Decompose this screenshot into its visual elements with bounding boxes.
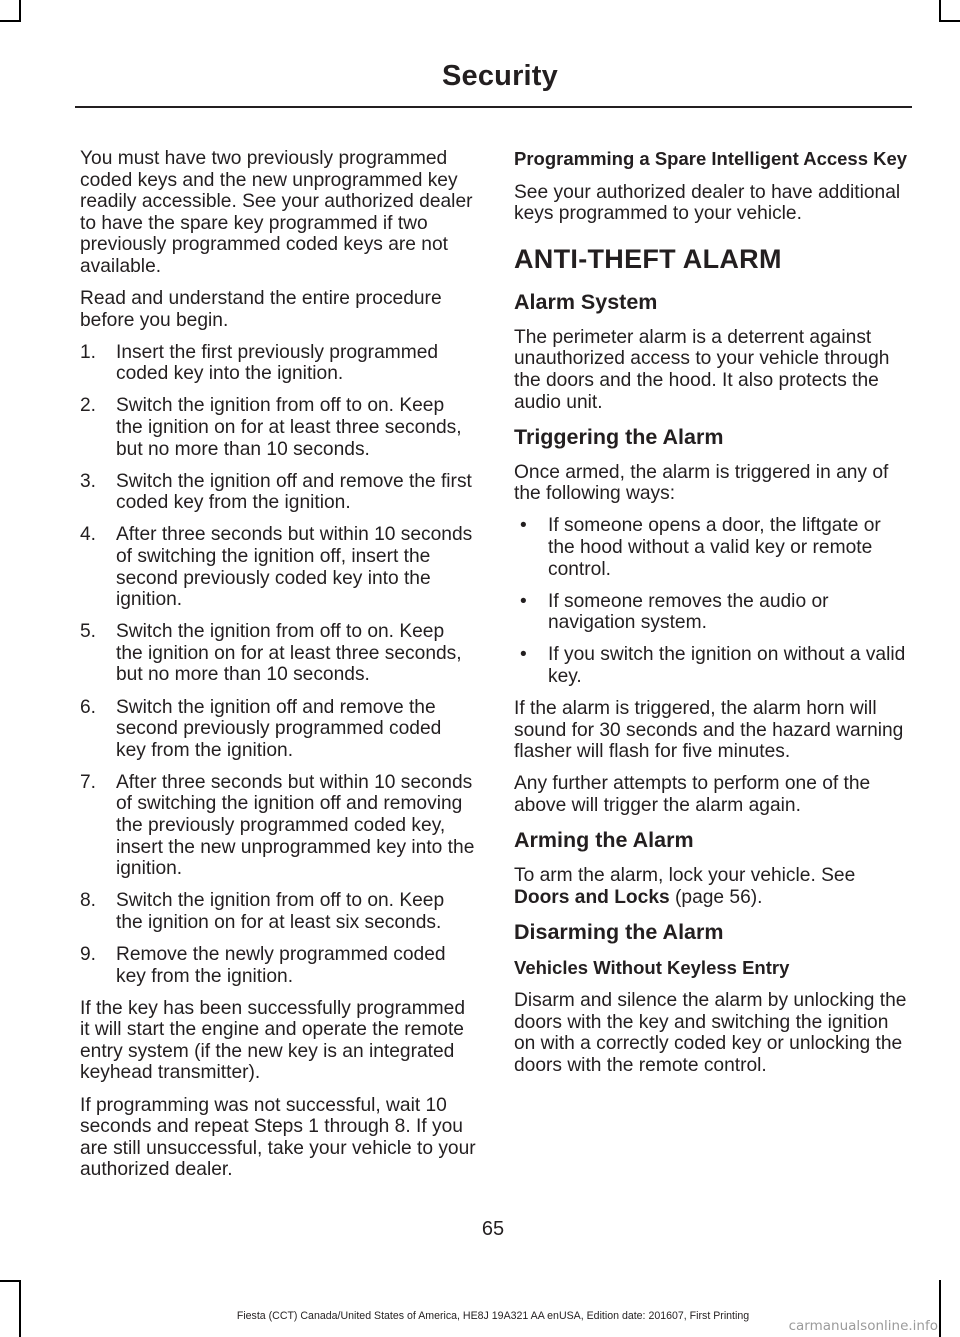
anti-theft-alarm-heading: ANTI-THEFT ALARM (514, 243, 782, 274)
step-text: Switch the ignition off and remove the second previously programmed coded key from the ignition. (116, 696, 442, 761)
disarm-paragraph: Disarm and silence the alarm by unlocking the doors with the key and switching the ignition on with a correctly coded key or unlocking the doors with the remote control. (514, 990, 907, 1077)
step-item (80, 395, 476, 460)
arming-alarm-heading: Arming the Alarm (514, 827, 694, 852)
step-number: 5. (80, 621, 97, 643)
header-divider (75, 106, 912, 108)
step-item (80, 621, 476, 686)
programming-steps-list (80, 342, 476, 987)
step-text: Switch the ignition from off to on. Keep the ignition on for at least six seconds. (116, 890, 445, 933)
step-text: Switch the ignition from off to on. Keep the ignition on for at least three seconds, but no more than 10 seconds. (116, 621, 462, 686)
step-number: 9. (80, 944, 97, 965)
step-number: 2. (80, 395, 97, 417)
step-text: Switch the ignition off and remove the first coded key from the ignition. (116, 470, 472, 514)
edition-footer: Fiesta (CCT) Canada/United States of America, HE8J 19A321 AA enUSA, Edition date: 201607, First Printing (236, 1310, 750, 1322)
step-number: 4. (80, 524, 97, 546)
step-text: Switch the ignition from off to on. Keep the ignition on for at least three seconds, but no more than 10 seconds. (116, 395, 462, 460)
outro-paragraph-1: If the key has been successfully programmed it will start the engine and operate the remote entry system (if the new key is an integrated keyhead transmitter). (80, 997, 466, 1084)
left-column (80, 148, 476, 1191)
crop-mark-top-left-horizontal (0, 20, 21, 22)
trigger-text: If someone opens a door, the liftgate or the hood without a valid key or remote control. (548, 515, 881, 580)
list-item (514, 644, 910, 687)
arming-text: To arm the alarm, lock your vehicle. See (514, 864, 856, 886)
step-number: 8. (80, 890, 97, 912)
step-text: After three seconds but within 10 seconds of switching the ignition off, insert the second previously coded key into the ignition. (116, 524, 473, 611)
step-item (80, 697, 476, 762)
alarm-triggered-paragraph: If the alarm is triggered, the alarm horn will sound for 30 seconds and the hazard warning flasher will flash for five minutes. (514, 698, 904, 763)
doors-and-locks-link[interactable]: Doors and Locks (514, 886, 670, 908)
step-number: 3. (80, 470, 97, 492)
alarm-system-heading: Alarm System (514, 289, 658, 314)
list-item (514, 591, 910, 634)
further-attempts-paragraph: Any further attempts to perform one of the above will trigger the alarm again. (514, 773, 871, 816)
outro-paragraph-2: If programming was not successful, wait 10 seconds and repeat Steps 1 through 8. If you are still unsuccessful, take your vehicle to your authorized dealer. (80, 1094, 476, 1181)
intro-paragraph-1: You must have two previously programmed coded keys and the new unprogrammed key readily accessible. See your authorized dealer to have the spare key programmed if two previously programmed coded keys are not available. (80, 148, 473, 277)
arming-page-ref: (page 56). (675, 886, 763, 908)
triggering-paragraph: Once armed, the alarm is triggered in any of the following ways: (514, 461, 889, 505)
alarm-system-paragraph: The perimeter alarm is a deterrent against unauthorized access to your vehicle through the doors and the hood. It also protects the audio unit. (514, 326, 890, 413)
step-item (80, 342, 476, 385)
crop-mark-top-right-horizontal (939, 20, 960, 22)
bullet-icon: • (520, 590, 527, 612)
step-item (80, 471, 476, 514)
step-item (80, 944, 476, 987)
step-text: After three seconds but within 10 seconds of switching the ignition off and removing the previously programmed coded key, insert the new unprogrammed key into the ignition. (116, 771, 475, 880)
page-number: 65 (481, 1218, 505, 1240)
step-number: 7. (80, 771, 97, 793)
crop-mark-top-left-vertical (19, 0, 21, 22)
step-item (80, 890, 476, 933)
watermark: carmanualsonline.info (788, 1318, 938, 1334)
trigger-list (514, 515, 910, 687)
crop-mark-top-right-vertical (939, 0, 941, 22)
trigger-text: If someone removes the audio or navigation system. (548, 590, 829, 634)
step-number: 6. (80, 696, 97, 718)
crop-mark-bottom-left-horizontal (0, 1280, 21, 1282)
disarming-alarm-heading: Disarming the Alarm (514, 919, 724, 944)
triggering-alarm-heading: Triggering the Alarm (514, 424, 724, 449)
spare-key-paragraph: See your authorized dealer to have additional keys programmed to your vehicle. (514, 181, 901, 225)
bullet-icon: • (520, 515, 527, 537)
intro-paragraph-2: Read and understand the entire procedure before you begin. (80, 288, 442, 331)
crop-mark-bottom-right-vertical (939, 1280, 941, 1337)
arming-paragraph (514, 865, 910, 908)
step-item (80, 524, 476, 610)
list-item (514, 515, 910, 580)
bullet-icon: • (520, 644, 527, 666)
spare-key-heading: Programming a Spare Intelligent Access Key (514, 148, 908, 169)
step-item (80, 772, 476, 880)
step-text: Remove the newly programmed coded key from the ignition. (116, 944, 446, 987)
trigger-text: If you switch the ignition on without a valid key. (548, 644, 906, 687)
step-text: Insert the first previously programmed coded key into the ignition. (116, 341, 439, 385)
step-number: 1. (80, 341, 97, 363)
right-column (514, 148, 910, 1087)
crop-mark-bottom-left-vertical (19, 1280, 21, 1337)
vehicles-without-keyless-entry-heading: Vehicles Without Keyless Entry (514, 956, 790, 978)
page-title: Security (441, 60, 558, 92)
